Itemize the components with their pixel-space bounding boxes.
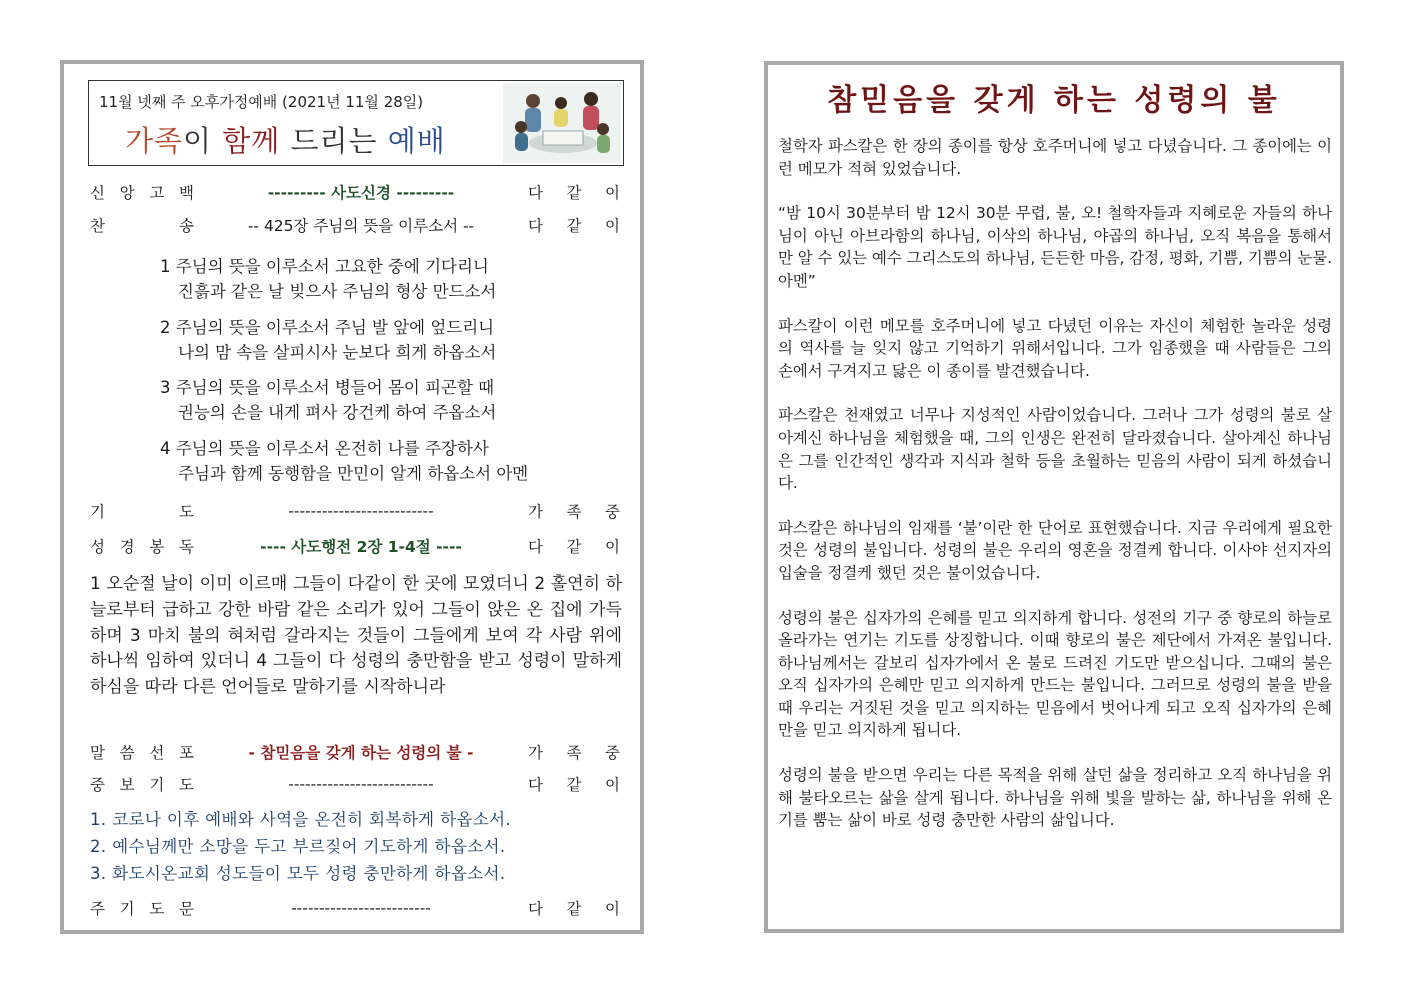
worship-title [125,119,446,160]
sermon-paragraph: 파스칼은 천재였고 너무나 지성적인 사람이었습니다. 그러나 그가 성령의 불로 살아계신 하나님을 체험했을 때, 그의 인생은 완전히 달라졌습니다. 살아계신 하나님은 그를 인간적인 생각과 지식과 철학 등을 초월하는 믿음의 사람이 되게 하셨습니다. [778,406,1332,493]
title-part-1: 가족 [125,124,184,158]
order-row-lords-prayer [90,896,620,920]
row-participant: 다 같 이 [528,538,620,556]
row-content: -- 425장 주님의 뜻을 이루소서 -- [247,217,475,235]
prayer-item: 2. 예수님께만 소망을 두고 부르짖어 기도하게 하옵소서. [90,837,506,856]
sermon-title: 참믿음을 갖게 하는 성령의 불 [827,83,1281,118]
sermon-body [778,135,1332,854]
row-label: 신 앙 고 백 [90,184,194,202]
worship-date-subtitle: 11월 넷째 주 오후가정예배 (2021년 11월 28일) [99,93,424,111]
row-content: ------------------------- [291,899,431,917]
row-label: 찬 송 [90,217,194,235]
sermon-paragraph: 파스칼이 이런 메모를 호주머니에 넣고 다녔던 이유는 자신이 체험한 놀라운 성령의 역사를 늘 잊지 않고 기억하기 위해서입니다. 그가 임종했을 때 사람들은 그의 손에서 구겨지고 닳은 이 종이를 발견했습니다. [778,316,1332,380]
row-label: 주 기 도 문 [90,900,194,918]
row-content: --------- 사도신경 --------- [267,184,455,202]
title-part-4: 드리는 [280,124,388,158]
hymn-verse-2: 2 주님의 뜻을 이루소서 주님 발 앞에 엎드리니 나의 맘 속을 살피시사 눈보다 희게 하옵소서 [160,318,497,362]
left-page [60,60,644,934]
hymn-verse-3: 3 주님의 뜻을 이루소서 병들어 몸이 피곤할 때 권능의 손을 내게 펴사 강건케 하여 주옵소서 [160,378,497,422]
sermon-paragraph: 성령의 불을 받으면 우리는 다른 목적을 위해 살던 삶을 정리하고 오직 하나님을 위해 불타오르는 삶을 살게 됩니다. 하나님을 위해 빛을 발하는 삶, 하나님을 위해 온기를 뿜는 삶이 바로 성령 충만한 사람의 삶입니다. [778,766,1332,830]
row-label: 말 씀 선 포 [90,744,194,762]
order-row-hymn [90,213,620,237]
order-row-prayer [90,499,620,523]
order-row-sermon [90,740,620,764]
family-worship-illustration-icon [503,83,621,163]
row-content: -------------------------- [288,502,434,520]
prayer-item: 3. 화도시온교회 성도들이 모두 성령 충만하게 하옵소서. [90,864,506,883]
sermon-paragraph: “밤 10시 30분부터 밤 12시 30분 무렵, 불, 오! 철학자들과 지혜로운 자들의 하나님이 아닌 아브라함의 하나님, 이삭의 하나님, 야곱의 하나님, 오직 복음을 통해서만 알 수 있는 예수 그리스도의 하나님, 든든한 마음, 감정, 평화, 기쁨, 기쁨의 눈물. 아멘” [778,204,1332,290]
title-part-5: 예배 [387,124,446,158]
row-content: ---- 사도행전 2장 1-4절 ---- [260,538,462,556]
right-page [764,61,1344,933]
order-row-intercession [90,772,620,796]
row-participant: 다 같 이 [528,217,620,235]
title-part-2: 이 [183,124,223,158]
order-row-creed [90,180,620,204]
scripture-passage: 1 오순절 날이 이미 이르매 그들이 다같이 한 곳에 모였더니 2 홀연히 하늘로부터 급하고 강한 바람 같은 소리가 있어 그들이 앉은 온 집에 가득하며 3 마치 불의 혀처럼 갈라지는 것들이 그들에게 보여 각 사람 위에 하나씩 임하여 있더니 4 그들이 다 성령의 충만함을 받고 성령이 말하게 하심을 따라 다른 언어들로 말하기를 시작하니라 [90,574,622,698]
row-participant: 다 같 이 [528,776,620,794]
title-part-3: 함께 [222,124,281,158]
row-participant: 다 같 이 [528,900,620,918]
row-label: 기 도 [90,503,194,521]
row-content: -------------------------- [288,775,434,793]
row-participant: 가 족 중 [528,744,620,762]
row-participant: 가 족 중 [528,503,620,521]
hymn-verse-1: 1 주님의 뜻을 이루소서 고요한 중에 기다리니 진흙과 같은 날 빚으사 주님의 형상 만드소서 [160,257,497,301]
worship-header-box [88,80,624,166]
sermon-paragraph: 성령의 불은 십자가의 은혜를 믿고 의지하게 합니다. 성전의 기구 중 향로의 하늘로 올라가는 연기는 기도를 상징합니다. 이때 향로의 불은 제단에서 가져온 불입니다. 하나님께서는 갈보리 십자가에서 온 불로 드려진 기도만 받으십니다. 그때의 불은 오직 십자가의 은혜만 믿고 의지하게 만드는 불입니다. 그러므로 성령의 불을 받을 때 우리는 거짓된 것을 믿고 의지하는 믿음에서 벗어나게 되고 오직 십자가의 은혜만을 믿고 의지하게 됩니다. [778,608,1332,740]
prayer-item: 1. 코로나 이후 예배와 사역을 온전히 회복하게 하옵소서. [90,810,512,829]
row-participant: 다 같 이 [528,184,620,202]
row-label: 성 경 봉 독 [90,538,194,556]
hymn-verse-4: 4 주님의 뜻을 이루소서 온전히 나를 주장하사 주님과 함께 동행함을 만민이 알게 하옵소서 아멘 [160,439,529,483]
row-content: - 참믿음을 갖게 하는 성령의 불 - [248,744,474,762]
row-label: 중 보 기 도 [90,776,194,794]
intercession-list [90,806,625,887]
sermon-paragraph: 철학자 파스칼은 한 장의 종이를 항상 호주머니에 넣고 다녔습니다. 그 종이에는 이런 메모가 적혀 있었습니다. [778,137,1332,178]
order-row-scripture [90,534,620,558]
sermon-paragraph: 파스칼은 하나님의 임재를 ‘불’이란 한 단어로 표현했습니다. 지금 우리에게 필요한 것은 성령의 불입니다. 성령의 불은 우리의 영혼을 정결케 합니다. 이사야 선지자의 입술을 정결케 했던 것은 불이었습니다. [778,518,1332,582]
